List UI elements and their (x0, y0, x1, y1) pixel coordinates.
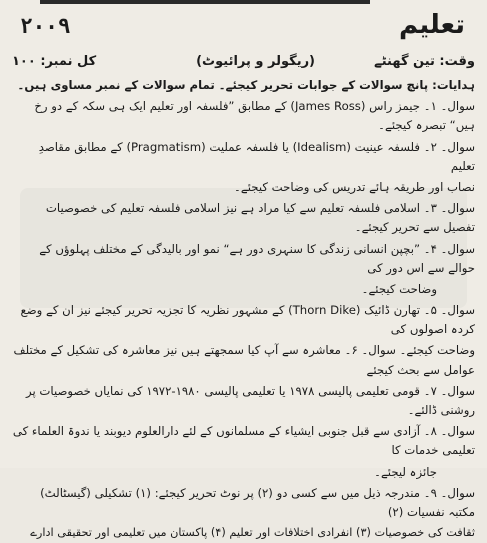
total-marks: کل نمبر: ۱۰۰ (12, 54, 97, 69)
exam-type: (ریگولر و پرائیوٹ) (196, 54, 315, 69)
paper-header (12, 12, 475, 54)
question-line-9b: ثقافت کی خصوصیات (۳) انفرادی اختلافات اور تعلیم (۴) پاکستان میں تعلیمی اور تحقیقی ادارے (30, 526, 475, 540)
page-title: تعلیم (398, 10, 465, 40)
question-line-9a: سوال۔ ۹۔ مندرجہ ذیل میں سے کسی دو (۲) پر نوٹ تحریر کیجئے: (۱) تشکیلی (گیسٹالٹ) مکتبہ نفسیات (۲) (40, 485, 475, 519)
top-rule (40, 0, 370, 4)
time-label: وقت: تین گھنٹے (374, 54, 475, 69)
exam-paper (12, 10, 475, 540)
question-line-2a: سوال۔ ۲۔ فلسفہ عینیت (Idealism) یا فلسفہ عملیت (Pragmatism) کے مطابق مقاصدِ تعلیم (38, 139, 475, 173)
paper-meta (12, 54, 475, 76)
questions-content (12, 76, 475, 543)
question-line-8b: جائزہ لیجئے۔ (374, 464, 437, 479)
question-line-8a: سوال۔ ۸۔ آزادی سے قبل جنوبی ایشیاء کے مسلمانوں کے لئے دارالعلوم دیوبند یا ندوۃ العلماء کی تعلیمی خدمات کا (12, 424, 475, 458)
instructions-line: ہدایات: پانچ سوالات کے جوابات تحریر کیجئے۔ تمام سوالات کے نمبر مساوی ہیں۔ (17, 78, 475, 92)
question-line-1: سوال۔ ۱۔ جیمز راس (James Ross) کے مطابق ”فلسفہ اور تعلیم ایک ہی سکہ کے دو رخ ہیں“ تبصرہ کیجئے۔ (34, 99, 475, 133)
exam-year: ۲۰۰۹ (20, 14, 71, 38)
question-line-7: سوال۔ ۷۔ قومی تعلیمی پالیسی ۱۹۷۸ یا تعلیمی پالیسی ۱۹۸۰-۱۹۷۲ کی نمایاں خصوصیات پر روشنی ڈالئے۔ (26, 383, 475, 417)
question-line-4b: وضاحت کیجئے۔ (361, 281, 437, 296)
question-line-5a: سوال۔ ۵۔ تھارن ڈائیک (Thorn Dike) کے مشہور نظریہ کا تجزیہ تحریر کیجئے نیز ان کے وضع کردہ اصولوں کی (20, 303, 475, 337)
question-line-3: سوال۔ ۳۔ اسلامی فلسفہ تعلیم سے کیا مراد ہے نیز اسلامی فلسفہ تعلیم کی خصوصیات تفصیل سے تحریر کیجئے۔ (45, 201, 475, 235)
question-line-2b: نصاب اور طریقہ ہائے تدریس کی وضاحت کیجئے۔ (234, 179, 475, 194)
question-line-5b-6: وضاحت کیجئے۔ سوال۔ ۶۔ معاشرہ سے آپ کیا سمجھتے ہیں نیز معاشرہ کی تشکیل کے مختلف عوامل سے بحث کیجئے (13, 343, 475, 377)
question-line-4a: سوال۔ ۴۔ ”بچپن انسانی زندگی کا سنہری دور ہے“ نمو اور بالیدگی کے مختلف پہلوؤں کے حوالے سے اس دور کی (39, 241, 475, 275)
